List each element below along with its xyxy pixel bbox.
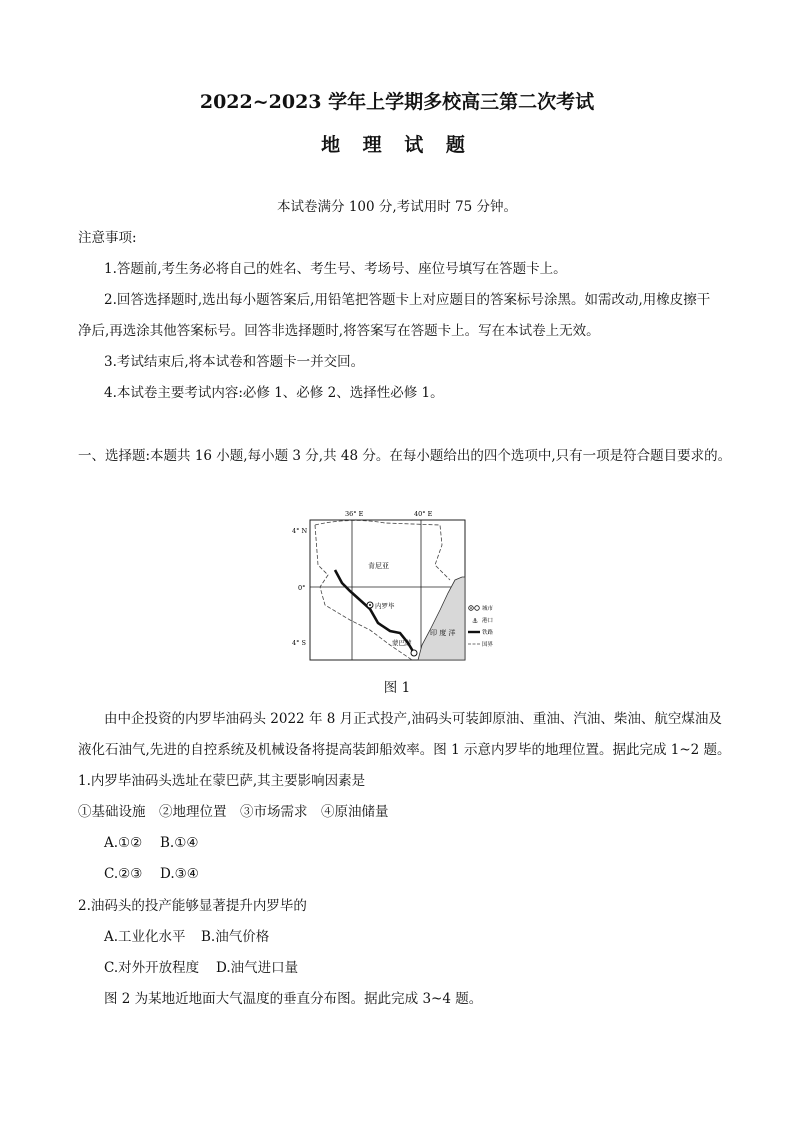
question-1-option-b: B.①④ xyxy=(160,835,199,851)
exam-intro: 本试卷满分 100 分,考试用时 75 分钟。 xyxy=(277,199,517,215)
lon-label-36: 36° E xyxy=(345,510,364,518)
question-2-stem: 2.油码头的投产能够显著提升内罗毕的 xyxy=(78,898,307,914)
figure-1-map xyxy=(290,505,494,665)
question-1-option-d: D.③④ xyxy=(160,866,199,882)
figure-1-caption: 图 1 xyxy=(383,680,411,696)
notice-item-2-cont: 净后,再选涂其他答案标号。回答非选择题时,将答案写在答题卡上。写在本试卷上无效。 xyxy=(78,323,600,339)
mombasa-label: 蒙巴萨 xyxy=(392,639,412,647)
notice-item-2: 2.回答选择题时,选出每小题答案后,用铅笔把答题卡上对应题目的答案标号涂黑。如需改动,用橡皮擦干 xyxy=(104,292,711,308)
exam-subject: 地 理 试 题 xyxy=(321,134,473,156)
question-2-option-d: D.油气进口量 xyxy=(216,960,299,976)
question-1-option-c: C.②③ xyxy=(104,866,143,882)
legend-port: 港口 xyxy=(482,618,494,624)
exam-title: 2022~2023 学年上学期多校高三第二次考试 xyxy=(199,91,595,113)
legend-city: 城市 xyxy=(482,606,494,612)
notice-heading: 注意事项: xyxy=(78,230,137,246)
question-2-option-c: C.对外开放程度 xyxy=(104,960,200,976)
question-1-option-a: A.①② xyxy=(104,835,143,851)
map-legend xyxy=(468,604,494,648)
question-1-stem: 1.内罗毕油码头选址在蒙巴萨,其主要影响因素是 xyxy=(78,773,366,789)
question-2-option-a: A.工业化水平 xyxy=(104,929,186,945)
passage-1-line-1: 由中企投资的内罗毕油码头 2022 年 8 月正式投产,油码头可装卸原油、重油、汽油、柴油、航空煤油及 xyxy=(104,711,722,727)
passage-2: 图 2 为某地近地面大气温度的垂直分布图。据此完成 3~4 题。 xyxy=(104,991,483,1007)
lat-label-0: 0° xyxy=(298,584,306,592)
section-heading: 一、选择题:本题共 16 小题,每小题 3 分,共 48 分。在每小题给出的四个选项中,只有一项是符合题目要求的。 xyxy=(78,448,732,464)
ocean-label: 印 度 洋 xyxy=(430,629,456,637)
notice-item-3: 3.考试结束后,将本试卷和答题卡一并交回。 xyxy=(104,354,365,370)
nairobi-label: 内罗毕 xyxy=(375,602,395,610)
lon-label-40: 40° E xyxy=(414,510,433,518)
notice-item-4: 4.本试卷主要考试内容:必修 1、必修 2、选择性必修 1。 xyxy=(104,385,444,401)
mombasa-city-marker xyxy=(411,650,417,656)
question-1-factors: ①基础设施 ②地理位置 ③市场需求 ④原油储量 xyxy=(78,804,389,820)
lat-label-4n: 4° N xyxy=(292,527,308,535)
country-label: 肯尼亚 xyxy=(368,562,389,570)
indian-ocean xyxy=(418,577,465,660)
question-2-option-b: B.油气价格 xyxy=(201,929,270,945)
legend-border: 国界 xyxy=(482,642,494,648)
legend-railway: 铁路 xyxy=(482,630,494,636)
lat-label-4s: 4° S xyxy=(292,639,306,647)
passage-1-line-2: 液化石油气,先进的自控系统及机械设备将提高装卸船效率。图 1 示意内罗毕的地理位置。据此完成 1~2 题。 xyxy=(78,742,731,758)
anchor-icon: ⚓ xyxy=(472,617,479,625)
notice-item-1: 1.答题前,考生务必将自己的姓名、考生号、考场号、座位号填写在答题卡上。 xyxy=(104,261,567,277)
